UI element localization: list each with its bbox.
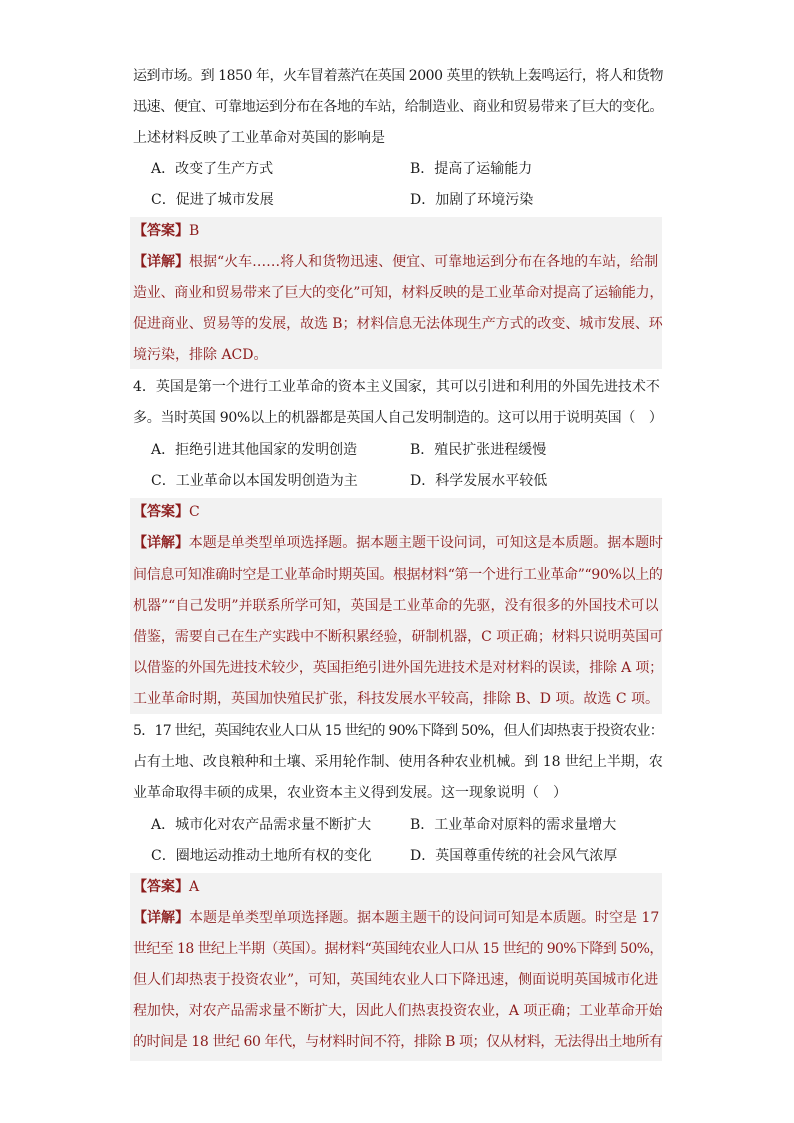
q4-option-a: A．拒绝引进其他国家的发明创造 [151,442,358,458]
q5-answer [133,877,199,897]
q4-option-b: B．殖民扩张进程缓慢 [410,442,547,458]
q5-option-b: B．工业革命对原料的需求量增大 [410,817,617,833]
q3-answer [133,221,199,241]
q5-option-d: D．英国尊重传统的社会风气浓厚 [410,848,618,864]
q3-detail-line-1: 【详解】根据“火车……将人和货物迅速、便宜、可靠地运到分布在各地的车站，给制 [133,254,659,270]
q3-stem-line-2: 迅速、便宜、可靠地运到分布在各地的车站，给制造业、商业和贸易带来了巨大的变化。 [133,99,664,115]
q4-answer [133,502,200,522]
q4-stem-line-2: 多。当时英国 90%以上的机器都是英国人自己发明制造的。这可以用于说明英国（ ） [133,410,663,426]
q4-answer-tag: 【答案】 [133,504,189,520]
q4-detail-line-4: 借鉴，需要自己在生产实践中不断积累经验，研制机器，C 项正确；材料只说明英国可 [133,629,664,645]
q4-detail-line-3: 机器”“自己发明”并联系所学可知，英国是工业革命的先驱，没有很多的外国技术可以 [133,598,659,614]
q5-answer-value: A [189,879,200,895]
q4-option-c: C．工业革命以本国发明创造为主 [151,473,358,489]
q3-detail-line-2: 造业、商业和贸易带来了巨大的变化”可知，材料反映的是工业革命对提高了运输能力， [133,285,664,301]
q3-option-a: A．改变了生产方式 [151,161,274,177]
q3-answer-value: B [189,223,200,239]
q5-stem-line-1: 5．17 世纪，英国纯农业人口从 15 世纪的 90%下降到 50%，但人们却热衷于投资农业： [133,723,664,739]
q3-stem-line-3: 上述材料反映了工业革命对英国的影响是 [133,130,385,146]
q5-detail-line-3: 但人们却热衷于投资农业”，可知，英国纯农业人口下降迅速，侧面说明英国城市化进 [133,972,659,988]
q5-answer-tag: 【答案】 [133,879,189,895]
q5-option-c: C．圈地运动推动土地所有权的变化 [151,848,372,864]
q3-detail-tag: 【详解】 [133,254,189,270]
q4-detail-line-6: 工业革命时期，英国加快殖民扩张，科技发展水平较高，排除 B、D 项。故选 C 项。 [133,691,660,707]
q5-detail-line-1: 【详解】本题是单类型单项选择题。据本题主题干的设问词可知是本质题。时空是 17 [133,910,660,926]
q5-detail-line-4: 程加快，对农产品需求量不断扩大，因此人们热衷投资农业，A 项正确；工业革命开始 [133,1003,663,1019]
q4-detail-tag: 【详解】 [133,535,189,551]
q3-answer-tag: 【答案】 [133,223,189,239]
q3-option-c: C．促进了城市发展 [151,192,274,208]
q4-detail-line-1: 【详解】本题是单类型单项选择题。据本题主题干设问词，可知这是本质题。据本题时 [133,535,663,551]
q5-option-a: A．城市化对农产品需求量不断扩大 [151,817,372,833]
q5-detail-line-5: 的时间是 18 世纪 60 年代，与材料时间不符，排除 B 项；仅从材料，无法得出土地所有 [133,1034,663,1050]
q4-detail-line-5: 以借鉴的外国先进技术较少，英国拒绝引进外国先进技术是对材料的误读，排除 A 项； [133,660,664,676]
q4-option-d: D．科学发展水平较低 [410,473,548,489]
q4-detail-line-2: 间信息可知准确时空是工业革命时期英国。根据材料“第一个进行工业革命”“90%以上的 [133,567,663,583]
q3-stem-line-1: 运到市场。到 1850 年，火车冒着蒸汽在英国 2000 英里的铁轨上轰鸣运行，将人和货物 [133,68,664,84]
q5-detail-line-2: 世纪至 18 世纪上半期（英国）。据材料“英国纯农业人口从 15 世纪的 90%下降到 50%， [133,941,663,957]
q5-detail-tag: 【详解】 [133,910,189,926]
q4-answer-value: C [189,504,200,520]
q3-option-b: B．提高了运输能力 [410,161,533,177]
q3-detail-line-4: 境污染，排除 ACD。 [133,347,268,363]
q5-stem-line-3: 业革命取得丰硕的成果，农业资本主义得到发展。这一现象说明（ ） [133,785,567,801]
q3-option-d: D．加剧了环境污染 [410,192,534,208]
q5-stem-line-2: 占有土地、改良粮种和土壤、采用轮作制、使用各种农业机械。到 18 世纪上半期，农 [133,754,663,770]
q3-detail-line-3: 促进商业、贸易等的发展，故选 B；材料信息无法体现生产方式的改变、城市发展、环 [133,316,663,332]
q4-stem-line-1: 4．英国是第一个进行工业革命的资本主义国家，其可以引进和利用的外国先进技术不 [133,379,660,395]
